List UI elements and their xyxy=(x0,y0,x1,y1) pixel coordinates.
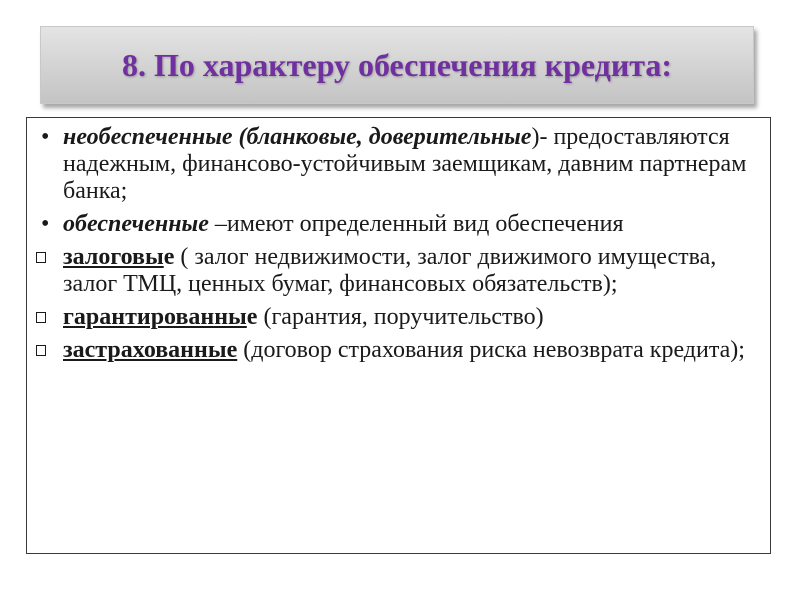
list-item xyxy=(27,244,772,298)
list-item xyxy=(27,124,772,205)
list-item xyxy=(27,304,772,331)
checkbox-icon xyxy=(36,252,46,263)
content-frame xyxy=(26,117,771,554)
term-guaranteed: гарантированны xyxy=(63,304,247,330)
bullet-marker: • xyxy=(41,211,50,237)
bullet-marker: • xyxy=(41,124,50,150)
checkbox-icon xyxy=(36,345,46,356)
item-description: - предоставляются надежным, финансово-устойчивым заемщикам, давним партнерам банка; xyxy=(63,124,747,204)
list-item xyxy=(27,337,772,364)
term-suffix: ) xyxy=(531,124,540,150)
slide-title: 8. По характеру обеспечения кредита: xyxy=(121,46,673,83)
term-collateral: залоговы xyxy=(63,244,164,270)
item-description: (гарантия, поручительство) xyxy=(257,304,544,330)
term-secured: обеспеченные xyxy=(63,211,209,237)
item-description: ( залог недвижимости, залог движимого имущества, залог ТМЦ, ценных бумаг, финансовых обязательств); xyxy=(63,244,717,297)
term-suffix: е xyxy=(163,244,175,270)
credit-type-list xyxy=(27,124,772,370)
term-suffix: е xyxy=(246,304,258,330)
item-description: –имеют определенный вид обеспечения xyxy=(208,211,624,237)
title-banner xyxy=(40,26,754,104)
checkbox-icon xyxy=(36,312,46,323)
item-description: (договор страхования риска невозврата кредита); xyxy=(237,337,745,363)
list-item xyxy=(27,211,772,238)
term-insured: застрахованные xyxy=(63,337,238,363)
term-unsecured: необеспеченные (бланковые, доверительные xyxy=(63,124,532,150)
